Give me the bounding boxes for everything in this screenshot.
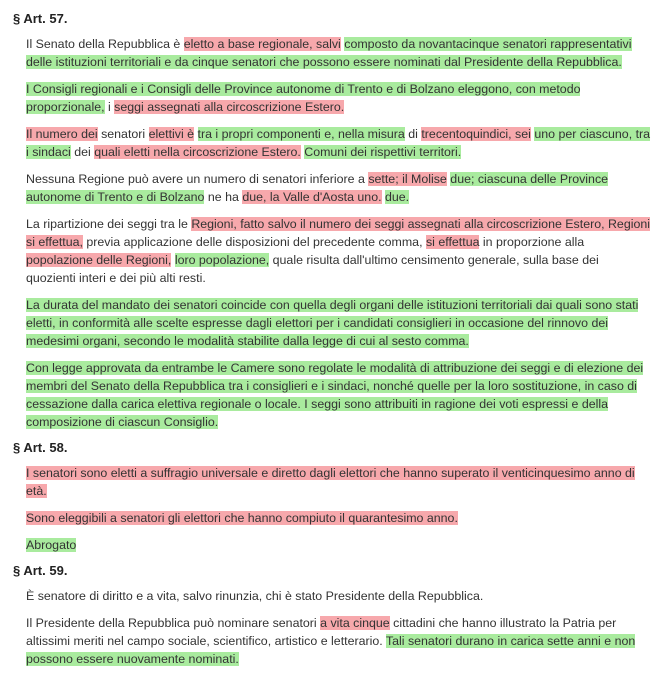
- unchanged-text: previa applicazione delle disposizioni del precedente comma,: [82, 235, 426, 249]
- article-paragraph: [13, 464, 651, 500]
- article-paragraph: [13, 359, 651, 431]
- article-heading: § Art. 57.: [13, 11, 68, 26]
- article-heading: § Art. 58.: [13, 440, 68, 455]
- unchanged-text: in proporzione alla: [479, 235, 585, 249]
- article-heading: § Art. 59.: [13, 563, 68, 578]
- added-text: due.: [384, 190, 410, 204]
- article-paragraph: [13, 170, 651, 206]
- added-text: uno per ciascuno, tra i sindaci: [26, 127, 651, 159]
- added-text: Comuni dei rispettivi territori.: [304, 145, 462, 159]
- removed-text: seggi assegnati alla circoscrizione Estero.: [114, 100, 345, 114]
- article-paragraph: [13, 35, 651, 71]
- removed-text: Il numero dei: [26, 127, 98, 141]
- unchanged-text: È senatore di diritto e a vita, salvo rinunzia, chi è stato Presidente della Repubblica.: [26, 589, 484, 603]
- article-paragraph: [13, 587, 651, 605]
- added-text: Con legge approvata da entrambe le Camere sono regolate le modalità di attribuzione dei seggi e di elezione dei membri del Senato della Repubblica tra i consiglieri e i sindaci, nonché quelle per la loro sostituzione, in caso di cessazione dalla carica elettiva regionale o locale. I seggi sono attribuiti in ragione dei voti espressi e della composizione di ciascun Consiglio.: [26, 361, 644, 429]
- unchanged-text: Il Senato della Repubblica è: [26, 37, 184, 51]
- unchanged-text: Il Presidente della Repubblica può nominare senatori: [26, 616, 321, 630]
- removed-text: elettivi è: [148, 127, 195, 141]
- unchanged-text: ne ha: [204, 190, 243, 204]
- article-paragraph: [13, 80, 651, 116]
- removed-text: popolazione delle Regioni,: [26, 253, 172, 267]
- unchanged-text: Nessuna Regione può avere un numero di senatori inferiore a: [26, 172, 369, 186]
- removed-text: Regioni, fatto salvo il numero dei seggi assegnati alla circoscrizione Estero, Regioni si effettua,: [26, 217, 651, 249]
- removed-text: sette; il Molise: [368, 172, 447, 186]
- removed-text: eletto a base regionale, salvi: [183, 37, 341, 51]
- article-paragraph: [13, 509, 651, 527]
- added-text: composto da novantacinque senatori rappresentativi delle istituzioni territoriali e da cinque senatori che possono essere nominati dal Presidente della Repubblica.: [26, 37, 632, 69]
- removed-text: si effettua: [425, 235, 480, 249]
- article-paragraph: [13, 614, 651, 668]
- added-text: tra i propri componenti e, nella misura: [197, 127, 405, 141]
- added-text: due; ciascuna delle Province autonome di Trento e di Bolzano: [26, 172, 609, 204]
- unchanged-text: La ripartizione dei seggi tra le: [26, 217, 192, 231]
- unchanged-text: dei: [70, 145, 95, 159]
- removed-text: quali eletti nella circoscrizione Estero.: [94, 145, 301, 159]
- added-text: La durata del mandato dei senatori coincide con quella degli organi delle istituzioni territoriali dai quali sono stati eletti, in conformità alle scelte espresse dagli elettori per i candidati consiglieri in occasione del rinnovo dei medesimi organi, secondo le modalità stabilite dalla legge di cui al sesto comma.: [26, 298, 639, 348]
- removed-text: trecentoquindici, sei: [421, 127, 531, 141]
- article-paragraph: [13, 536, 651, 554]
- unchanged-text: [194, 127, 197, 141]
- unchanged-text: quale risulta dall'ultimo censimento generale, sulla base dei quozienti interi e dei più alti resti.: [26, 253, 599, 285]
- unchanged-text: di: [404, 127, 422, 141]
- removed-text: due, la Valle d'Aosta uno.: [242, 190, 382, 204]
- unchanged-text: i: [104, 100, 115, 114]
- article-paragraph: [13, 125, 651, 161]
- unchanged-text: cittadini che hanno illustrato la Patria per altissimi meriti nel campo sociale, scientifico, artistico e letterario.: [26, 616, 617, 648]
- article-paragraph: [13, 215, 651, 287]
- article-paragraph: [13, 296, 651, 350]
- added-text: loro popolazione,: [174, 253, 270, 267]
- added-text: I Consigli regionali e i Consigli delle Province autonome di Trento e di Bolzano eleggono, con metodo proporzionale,: [26, 82, 581, 114]
- removed-text: I senatori sono eletti a suffragio universale e diretto dagli elettori che hanno superato il venticinquesimo anno di età.: [26, 466, 635, 498]
- added-text: Abrogato: [26, 538, 77, 552]
- removed-text: Sono eleggibili a senatori gli elettori che hanno compiuto il quarantesimo anno.: [26, 511, 458, 525]
- removed-text: a vita cinque: [320, 616, 390, 630]
- unchanged-text: senatori: [97, 127, 149, 141]
- added-text: Tali senatori durano in carica sette anni e non possono essere nuovamente nominati.: [26, 634, 636, 666]
